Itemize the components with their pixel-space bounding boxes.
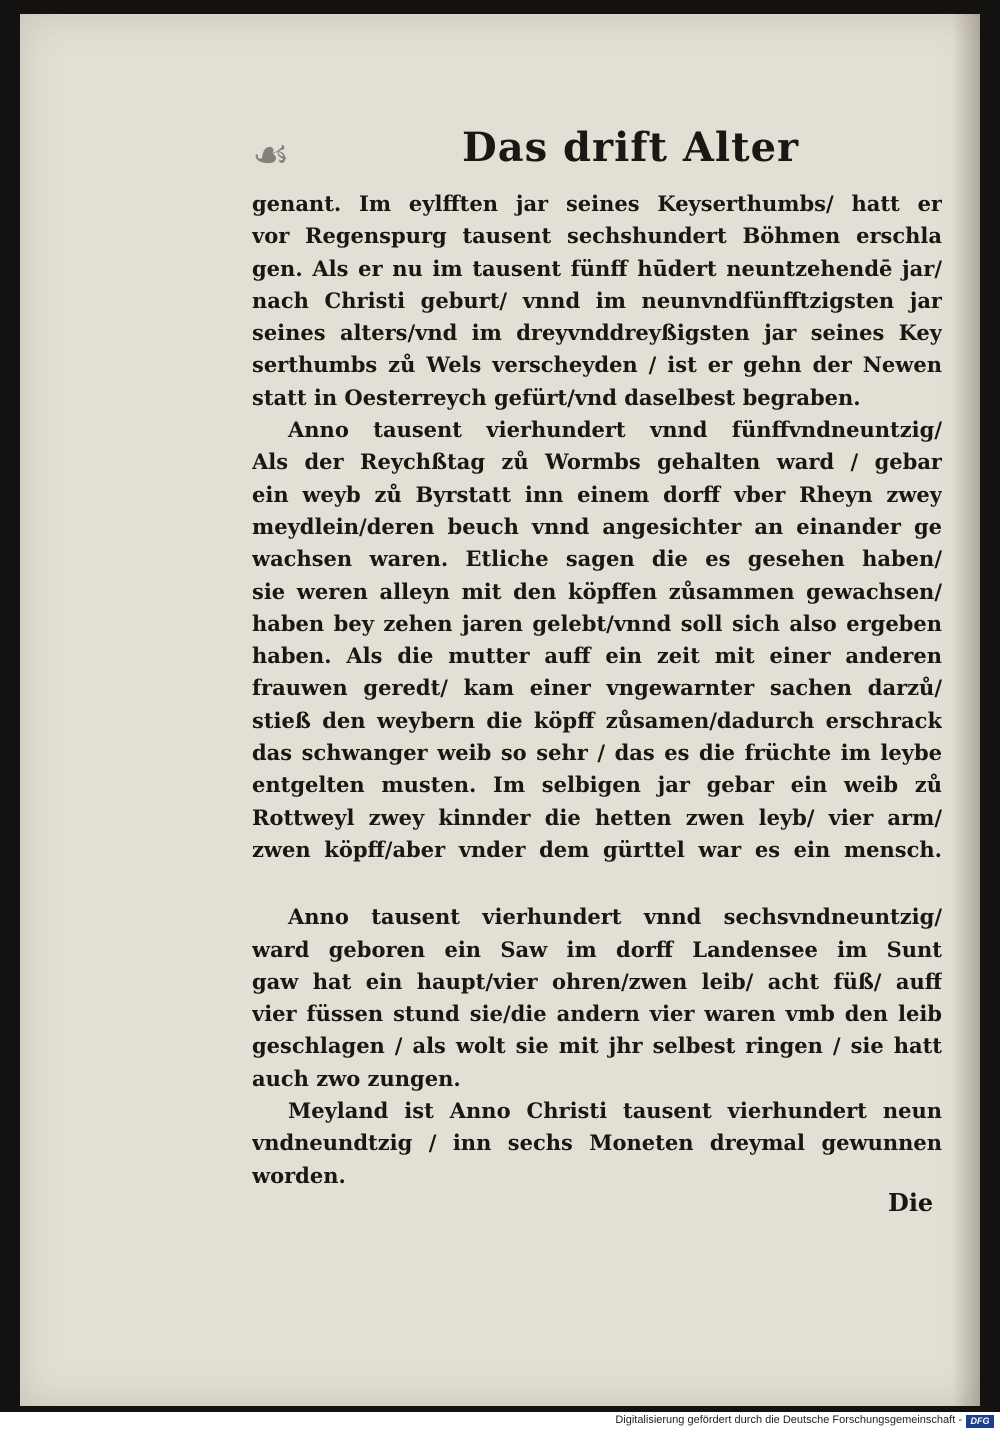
text-line: nach Christi geburt/ vnnd im neunvndfünfftzigsten jar [252, 287, 942, 313]
paragraph-4 [252, 1095, 942, 1192]
ornament-mark-icon: ☙ [252, 130, 290, 179]
paragraph-3 [252, 901, 942, 1095]
text-line: statt in Oesterreych gefürt/vnd daselbest begraben. [252, 384, 861, 410]
text-line: auch zwo zungen. [252, 1065, 461, 1091]
text-line: gaw hat ein haupt/vier ohren/zwen leib/ acht füß/ auff [252, 968, 942, 994]
text-line: entgelten musten. Im selbigen jar gebar ein weib zů [252, 772, 942, 798]
paragraph-1 [252, 188, 942, 414]
paragraph-2 [252, 414, 942, 866]
text-line: das schwanger weib so sehr / das es die früchte im leybe [252, 740, 942, 766]
text-line: Rottweyl zwey kinnder die hetten zwen leyb/ vier arm/ [252, 804, 942, 830]
text-line: geschlagen / als wolt sie mit jhr selbest ringen / sie hatt [252, 1033, 942, 1059]
text-line: ein weyb zů Byrstatt inn einem dorff vber Rheyn zwey [252, 481, 942, 507]
text-line: haben. Als die mutter auff ein zeit mit einer anderen [252, 643, 942, 669]
catchword: Die [888, 1188, 934, 1217]
text-line: ward geboren ein Saw im dorff Landensee im Sunt [252, 936, 942, 962]
text-line: Anno tausent vierhundert vnnd fünffvndneuntzig/ [288, 417, 942, 443]
text-line: wachsen waren. Etliche sagen die es gesehen haben/ [252, 546, 942, 572]
text-line: haben bey zehen jaren gelebt/vnnd soll sich also ergeben [252, 610, 942, 636]
running-head: Das drift Alter [462, 124, 800, 171]
text-line: serthumbs zů Wels verscheyden / ist er gehn der Newen [252, 352, 942, 378]
paragraph-spacer [252, 866, 942, 901]
text-line: Meyland ist Anno Christi tausent vierhundert neun [288, 1098, 942, 1124]
funding-credit: Digitalisierung gefördert durch die Deutsche Forschungsgemeinschaft - [615, 1414, 962, 1426]
text-line: vor Regenspurg tausent sechshundert Böhmen erschla [252, 223, 942, 249]
text-line: gen. Als er nu im tausent fünff hūdert neuntzehendē jar/ [252, 255, 942, 281]
text-line: frauwen geredt/ kam einer vngewarnter sachen darzů/ [252, 675, 942, 701]
text-line: genant. Im eylfften jar seines Keyserthumbs/ hatt er [252, 191, 942, 216]
text-line: seines alters/vnd im dreyvnddreyßigsten jar seines Key [252, 320, 942, 346]
text-line: Als der Reychßtag zů Wormbs gehalten ward / gebar [252, 449, 942, 475]
text-line: stieß den weybern die köpff zůsamen/dadurch erschrack [252, 707, 942, 733]
dfg-logo[interactable]: DFG [966, 1415, 994, 1428]
text-line: vndneundtzig / inn sechs Moneten dreymal gewunnen [252, 1130, 942, 1156]
text-line: Anno tausent vierhundert vnnd sechsvndneuntzig/ [288, 904, 942, 930]
text-block [252, 188, 942, 1192]
text-line: worden. [252, 1162, 346, 1188]
text-line: zwen köpff/aber vnder dem gürttel war es ein mensch. [252, 836, 942, 862]
text-line: meydlein/deren beuch vnnd angesichter an einander ge [252, 513, 942, 539]
text-line: vier füssen stund sie/die andern vier waren vmb den leib [252, 1001, 942, 1027]
page-edge-shadow [952, 14, 980, 1406]
footer-bar [0, 1412, 1000, 1431]
text-line: sie weren alleyn mit den köpffen zůsammen gewachsen/ [252, 578, 942, 604]
